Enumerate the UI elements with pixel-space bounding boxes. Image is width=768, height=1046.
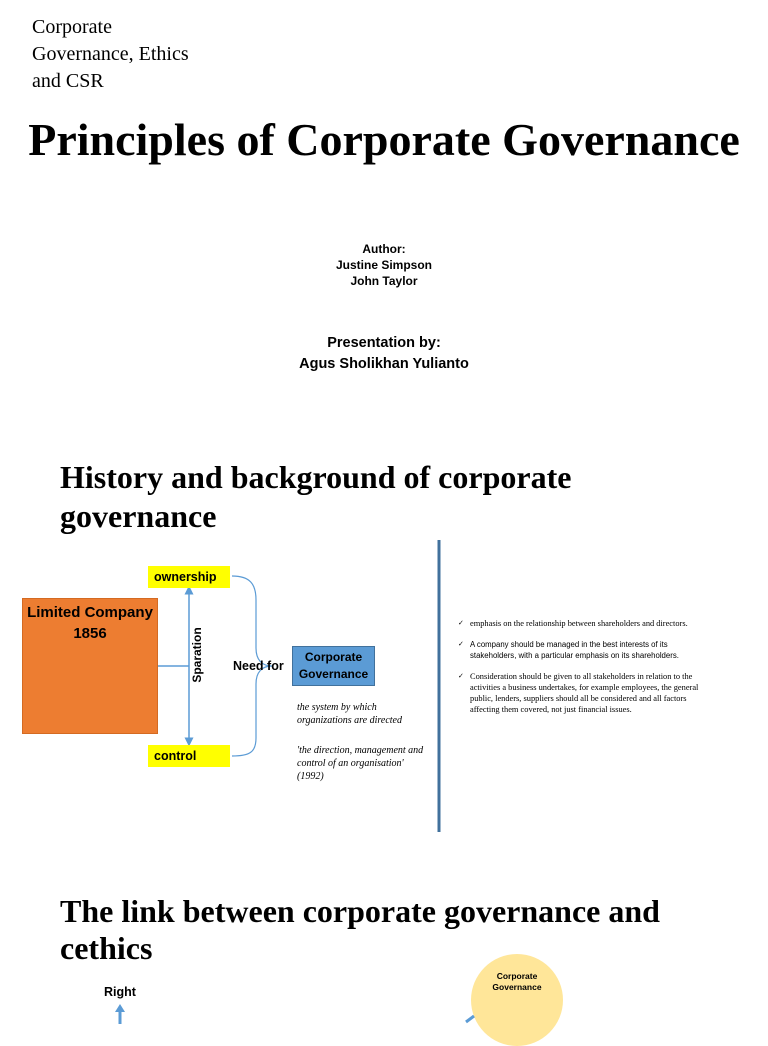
limited-company-box: Limited Company 1856 xyxy=(22,598,158,734)
separation-label: Sparation xyxy=(190,627,204,683)
definition-note: the system by which organizations are directed xyxy=(297,702,402,726)
corporate-governance-box: Corporate Governance xyxy=(292,646,375,686)
right-label: Right xyxy=(104,985,136,999)
author-heading: Author: xyxy=(362,242,406,256)
author-name: Justine Simpson xyxy=(335,258,433,272)
author-name: John Taylor xyxy=(350,274,418,288)
checkmark-icon: ✓ xyxy=(458,640,464,648)
definition-note: 'the direction, management and control of an organisation' (1992) xyxy=(297,745,424,782)
corporate-governance-circle: Corporate Governance xyxy=(471,954,563,1046)
course-label: Corporate Governance, Ethics and CSR xyxy=(32,16,189,92)
up-arrow-icon xyxy=(110,1000,130,1024)
ownership-label: ownership xyxy=(148,566,230,588)
history-slide-title: History and background of corporate governance xyxy=(60,459,572,534)
checkmark-icon: ✓ xyxy=(458,619,464,627)
bullet-text: Consideration should be given to all stakeholders in relation to the activities a business undertakes, for example employees, the general public, lenders, suppliers should all be considered and all factors affecting them covered, not just financial issues. xyxy=(470,672,699,714)
list-item xyxy=(458,671,716,715)
bullet-text: emphasis on the relationship between shareholders and directors. xyxy=(470,619,688,628)
bullet-text: A company should be managed in the best interests of its stakeholders, with a particular emphasis on its shareholders. xyxy=(470,640,679,660)
control-label: control xyxy=(148,745,230,767)
author-block xyxy=(0,241,768,289)
need-for-label: Need for xyxy=(233,659,284,673)
bullet-list xyxy=(458,618,716,725)
presenter-name: Agus Sholikhan Yulianto xyxy=(299,356,469,372)
checkmark-icon: ✓ xyxy=(458,672,464,680)
presentation-title: Principles of Corporate Governance xyxy=(28,114,740,165)
link-slide-title: The link between corporate governance and cethics xyxy=(60,893,660,966)
list-item xyxy=(458,639,716,661)
presenter-heading: Presentation by: xyxy=(327,335,441,351)
arrow-fragment-icon xyxy=(462,1012,482,1024)
list-item xyxy=(458,618,716,629)
presenter-block xyxy=(0,333,768,375)
